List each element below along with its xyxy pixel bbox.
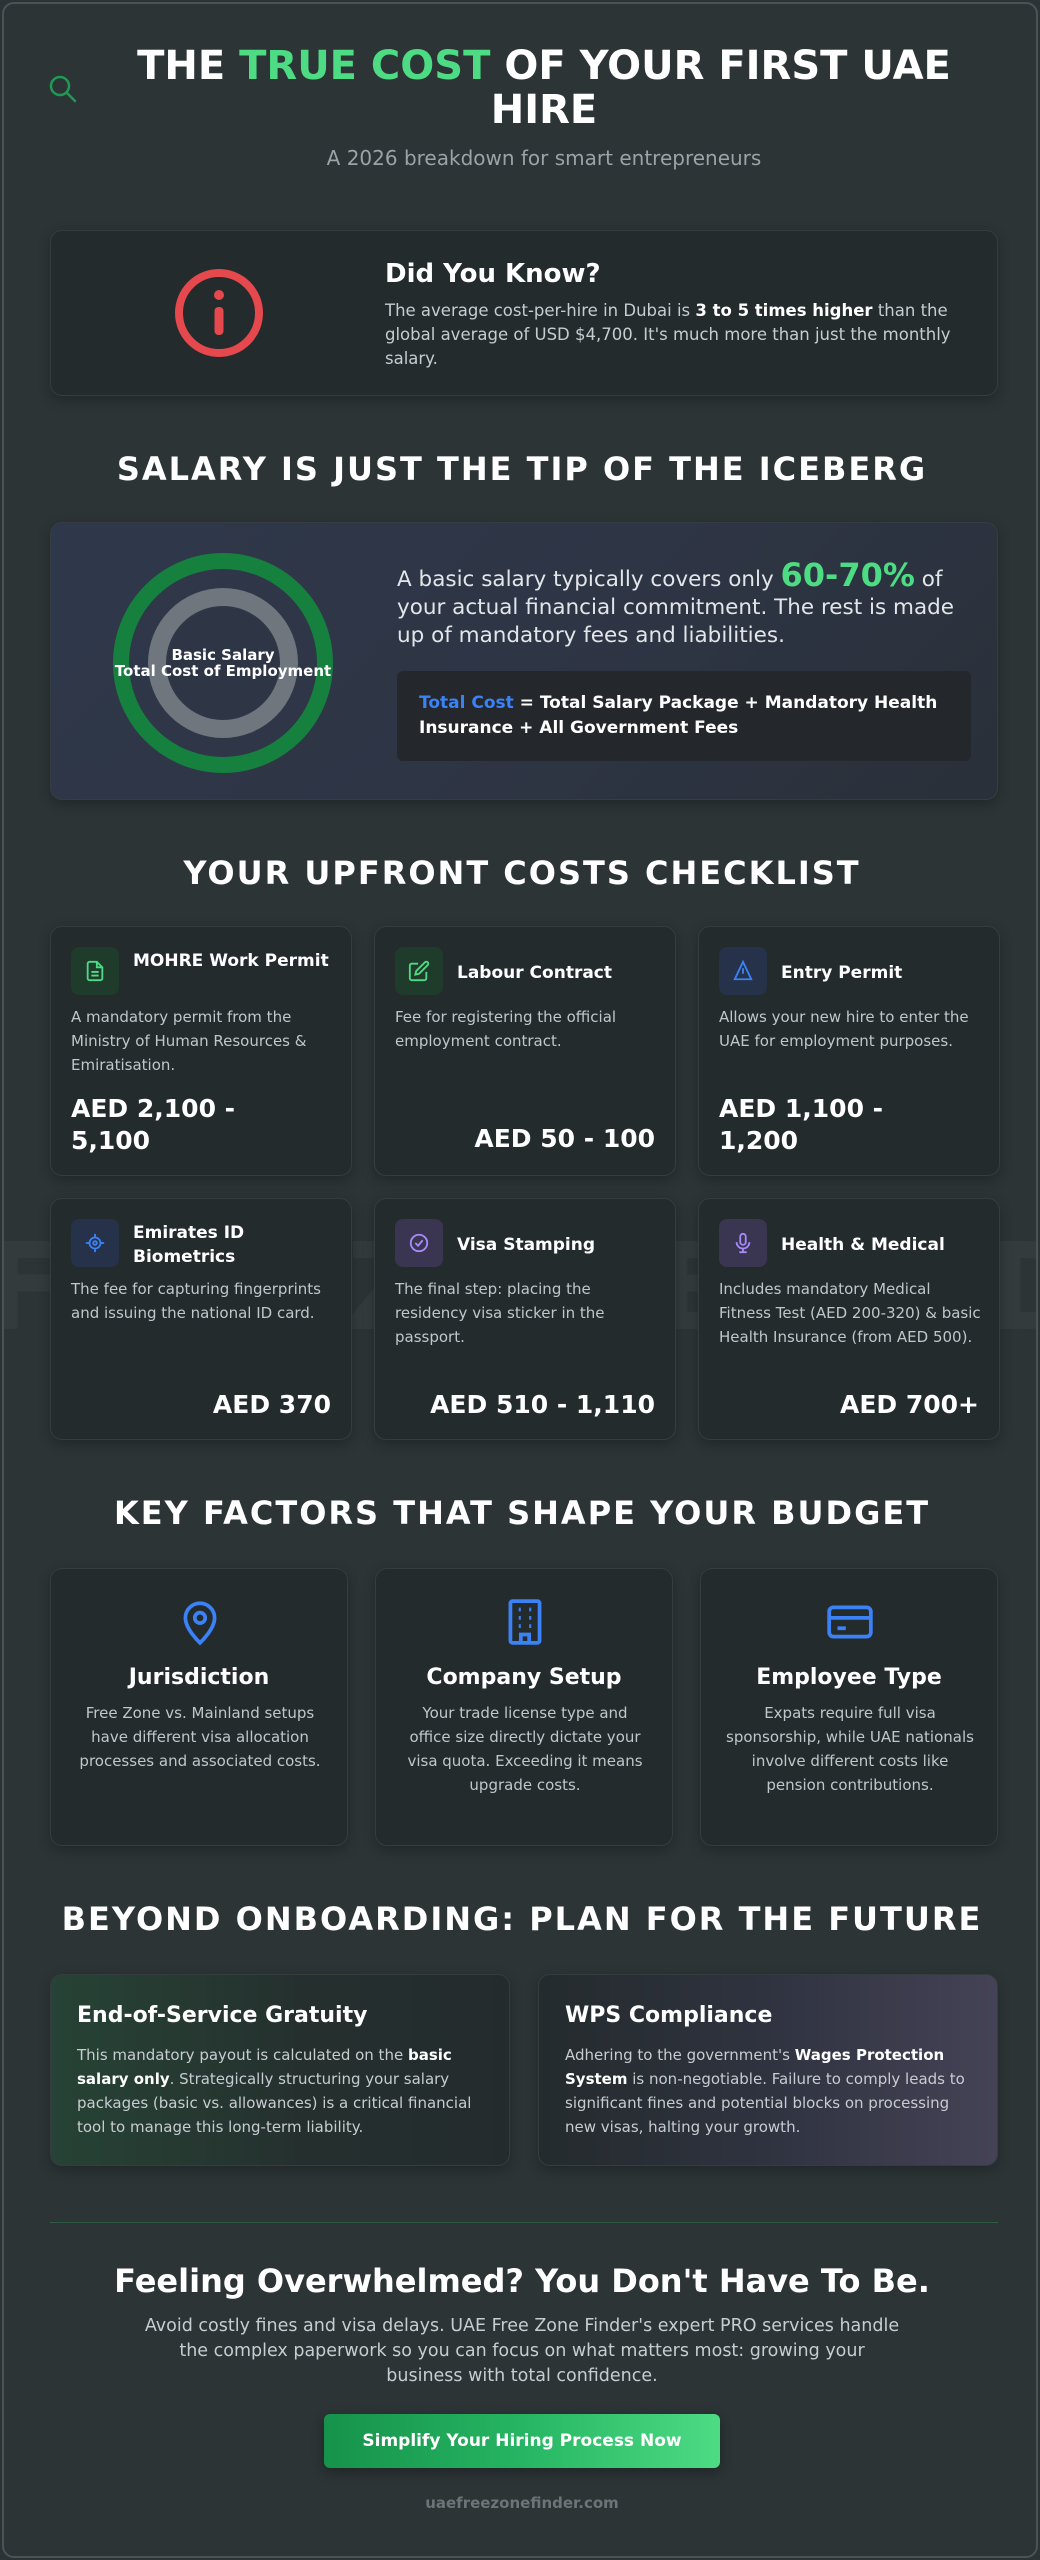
search-icon xyxy=(48,74,78,104)
footer-url[interactable]: uaefreezonefinder.com xyxy=(425,2494,619,2512)
future-section-title: BEYOND ONBOARDING: PLAN FOR THE FUTURE xyxy=(61,1900,983,1938)
cost-desc: A mandatory permit from the Ministry of Human Resources & Emiratisation. xyxy=(71,1008,307,1074)
infographic-frame xyxy=(2,2,1038,2558)
iceberg-card xyxy=(50,522,998,800)
total-cost-formula: Total Cost = Total Salary Package + Mandatory Health Insurance + All Government Fees xyxy=(397,671,971,761)
microphone-icon xyxy=(719,1219,767,1267)
title-accent: TRUE COST xyxy=(239,43,491,89)
cost-price: AED 50 - 100 xyxy=(474,1124,655,1153)
building-icon xyxy=(500,1597,550,1647)
cost-price: AED 1,100 - 1,200 xyxy=(719,1094,884,1155)
cost-desc: Includes mandatory Medical Fitness Test (AED 200-320) & basic Health Insurance (from AED 500). xyxy=(719,1280,981,1346)
iceberg-section-title: SALARY IS JUST THE TIP OF THE ICEBERG xyxy=(116,450,928,488)
cost-title: Entry Permit xyxy=(781,963,903,983)
credit-card-icon xyxy=(825,1597,875,1647)
gratuity-card xyxy=(50,1974,510,2166)
fingerprint-icon xyxy=(71,1219,119,1267)
factor-title: Jurisdiction xyxy=(128,1665,270,1690)
cost-desc: The final step: placing the residency visa sticker in the passport. xyxy=(395,1280,605,1346)
cost-price: AED 700+ xyxy=(839,1390,979,1419)
edit-icon xyxy=(395,947,443,995)
factor-card-company-setup xyxy=(375,1568,673,1846)
cost-price: AED 370 xyxy=(212,1390,331,1419)
factor-text: Your trade license type and office size directly dictate your visa quota. Exceeding it means upgrade costs. xyxy=(407,1704,643,1794)
donut-label-basic: Basic Salary xyxy=(171,646,275,664)
divider xyxy=(50,2222,998,2223)
cta-title: Feeling Overwhelmed? You Don't Have To Be. xyxy=(114,2262,930,2300)
cost-price: AED 510 - 1,110 xyxy=(430,1390,655,1419)
cost-title: Visa Stamping xyxy=(457,1235,596,1255)
check-badge-icon xyxy=(395,1219,443,1267)
wps-card xyxy=(538,1974,998,2166)
factor-card-employee-type xyxy=(700,1568,998,1846)
iceberg-text: A basic salary typically covers only 60-70% of your actual financial commitment. The rest is made up of mandatory fees and liabilities. xyxy=(397,556,955,648)
cost-title: MOHRE Work Permit xyxy=(133,951,329,971)
factor-text: Free Zone vs. Mainland setups have different visa allocation processes and associated costs. xyxy=(79,1704,321,1770)
percent-highlight: 60-70% xyxy=(780,556,915,594)
cost-card-health-medical xyxy=(698,1198,1000,1440)
factor-text: Expats require full visa sponsorship, while UAE nationals involve different costs like pension contributions. xyxy=(726,1704,974,1794)
did-you-know-title: Did You Know? xyxy=(385,259,601,289)
cost-card-entry-permit xyxy=(698,926,1000,1176)
wps-title: WPS Compliance xyxy=(565,2003,773,2028)
cost-desc: Allows your new hire to enter the UAE for employment purposes. xyxy=(719,1008,969,1050)
donut-labels xyxy=(111,647,335,679)
cost-title: Labour Contract xyxy=(457,963,613,983)
cost-price: AED 2,100 - 5,100 xyxy=(71,1094,236,1155)
cost-card-emirates-id xyxy=(50,1198,352,1440)
page-subtitle: A 2026 breakdown for smart entrepreneurs xyxy=(326,146,762,170)
factor-title: Employee Type xyxy=(756,1665,942,1690)
cost-card-visa-stamping xyxy=(374,1198,676,1440)
checklist-section-title: YOUR UPFRONT COSTS CHECKLIST xyxy=(183,854,861,892)
info-icon xyxy=(171,265,267,361)
factors-section-title: KEY FACTORS THAT SHAPE YOUR BUDGET xyxy=(113,1494,931,1532)
did-you-know-text: The average cost-per-hire in Dubai is 3 to 5 times higher than the global average of USD $4,700. It's much more than just the monthly salary. xyxy=(385,301,951,368)
location-pin-icon xyxy=(175,1597,225,1647)
cost-card-mohre xyxy=(50,926,352,1176)
cost-card-labour-contract xyxy=(374,926,676,1176)
cost-desc: The fee for capturing fingerprints and issuing the national ID card. xyxy=(71,1280,321,1322)
document-icon xyxy=(71,947,119,995)
did-you-know-card xyxy=(50,230,998,396)
cost-title: Emirates ID Biometrics xyxy=(133,1223,245,1267)
cta-text: Avoid costly fines and visa delays. UAE Free Zone Finder's expert PRO services handle the complex paperwork so you can focus on what matters most: growing your business with total confidence. xyxy=(144,2316,900,2386)
factor-card-jurisdiction xyxy=(50,1568,348,1846)
simplify-hiring-button[interactable]: Simplify Your Hiring Process Now xyxy=(324,2414,720,2468)
navigation-icon xyxy=(719,947,767,995)
factor-title: Company Setup xyxy=(426,1665,622,1690)
cost-desc: Fee for registering the official employment contract. xyxy=(395,1008,617,1050)
page-title: THE TRUE COST OF YOUR FIRST UAE HIRE xyxy=(137,43,951,133)
gratuity-title: End-of-Service Gratuity xyxy=(77,2003,368,2028)
gratuity-text: This mandatory payout is calculated on the basic salary only. Strategically structuring your salary packages (basic vs. allowances) is a critical financial tool to manage this long-term liability. xyxy=(77,2046,472,2136)
donut-label-total: Total Cost of Employment xyxy=(114,662,332,680)
cost-title: Health & Medical xyxy=(781,1235,945,1255)
wps-text: Adhering to the government's Wages Protection System is non-negotiable. Failure to comply leads to significant fines and potential blocks on processing new visas, halting your growth. xyxy=(565,2046,965,2136)
